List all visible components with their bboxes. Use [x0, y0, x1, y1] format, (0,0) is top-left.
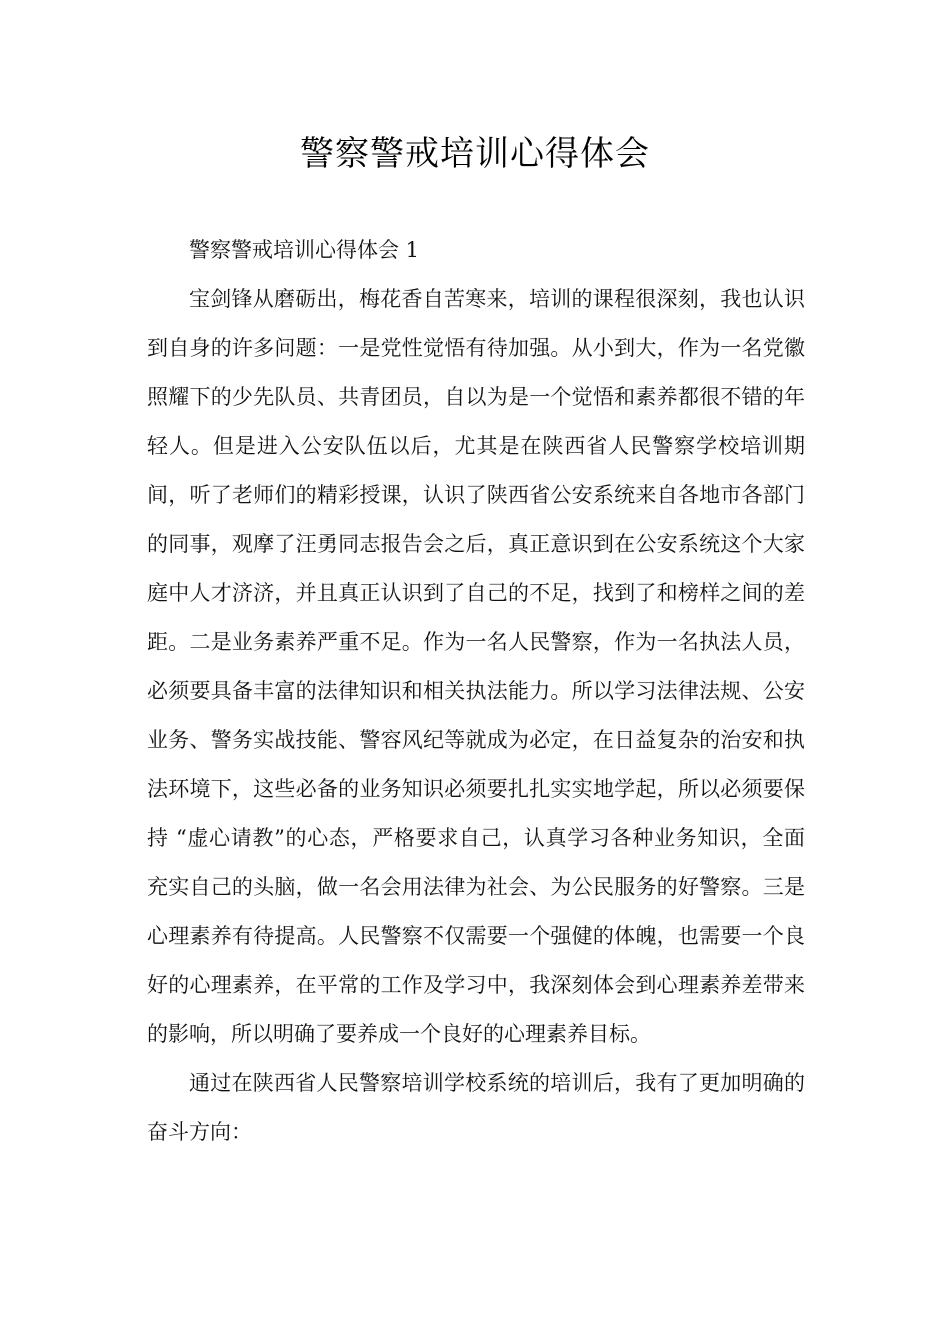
body-paragraph: 宝剑锋从磨砺出，梅花香自苦寒来，培训的课程很深刻，我也认识到自身的许多问题：一是党性觉悟有待加强。从小到大，作为一名党徽照耀下的少先队员、共青团员，自以为是一个觉悟和素养都很不错的年轻人。但是进入公安队伍以后，尤其是在陕西省人民警察学校培训期间，听了老师们的精彩授课，认识了陕西省公安系统来自各地市各部门的同事，观摩了汪勇同志报告会之后，真正意识到在公安系统这个大家庭中人才济济，并且真正认识到了自己的不足，找到了和榜样之间的差距。二是业务素养严重不足。作为一名人民警察，作为一名执法人员，必须要具备丰富的法律知识和相关执法能力。所以学习法律法规、公安业务、警务实战技能、警容风纪等就成为必定，在日益复杂的治安和执法环境下，这些必备的业务知识必须要扎扎实实地学起，所以必须要保持 “虚心请教”的心态，严格要求自己，认真学习各种业务知识，全面充实自己的头脑，做一名会用法律为社会、为公民服务的好警察。三是心理素养有待提高。人民警察不仅需要一个强健的体魄，也需要一个良好的心理素养，在平常的工作及学习中，我深刻体会到心理素养差带来的影响，所以明确了要养成一个良好的心理素养目标。	[147, 287, 805, 1046]
body-paragraph: 通过在陕西省人民警察培训学校系统的培训后，我有了更加明确的奋斗方向：	[147, 1071, 805, 1144]
section-subheading: 警察警戒培训心得体会 1	[189, 238, 420, 262]
document-body	[147, 226, 805, 1157]
document-title: 警察警戒培训心得体会	[300, 134, 650, 174]
